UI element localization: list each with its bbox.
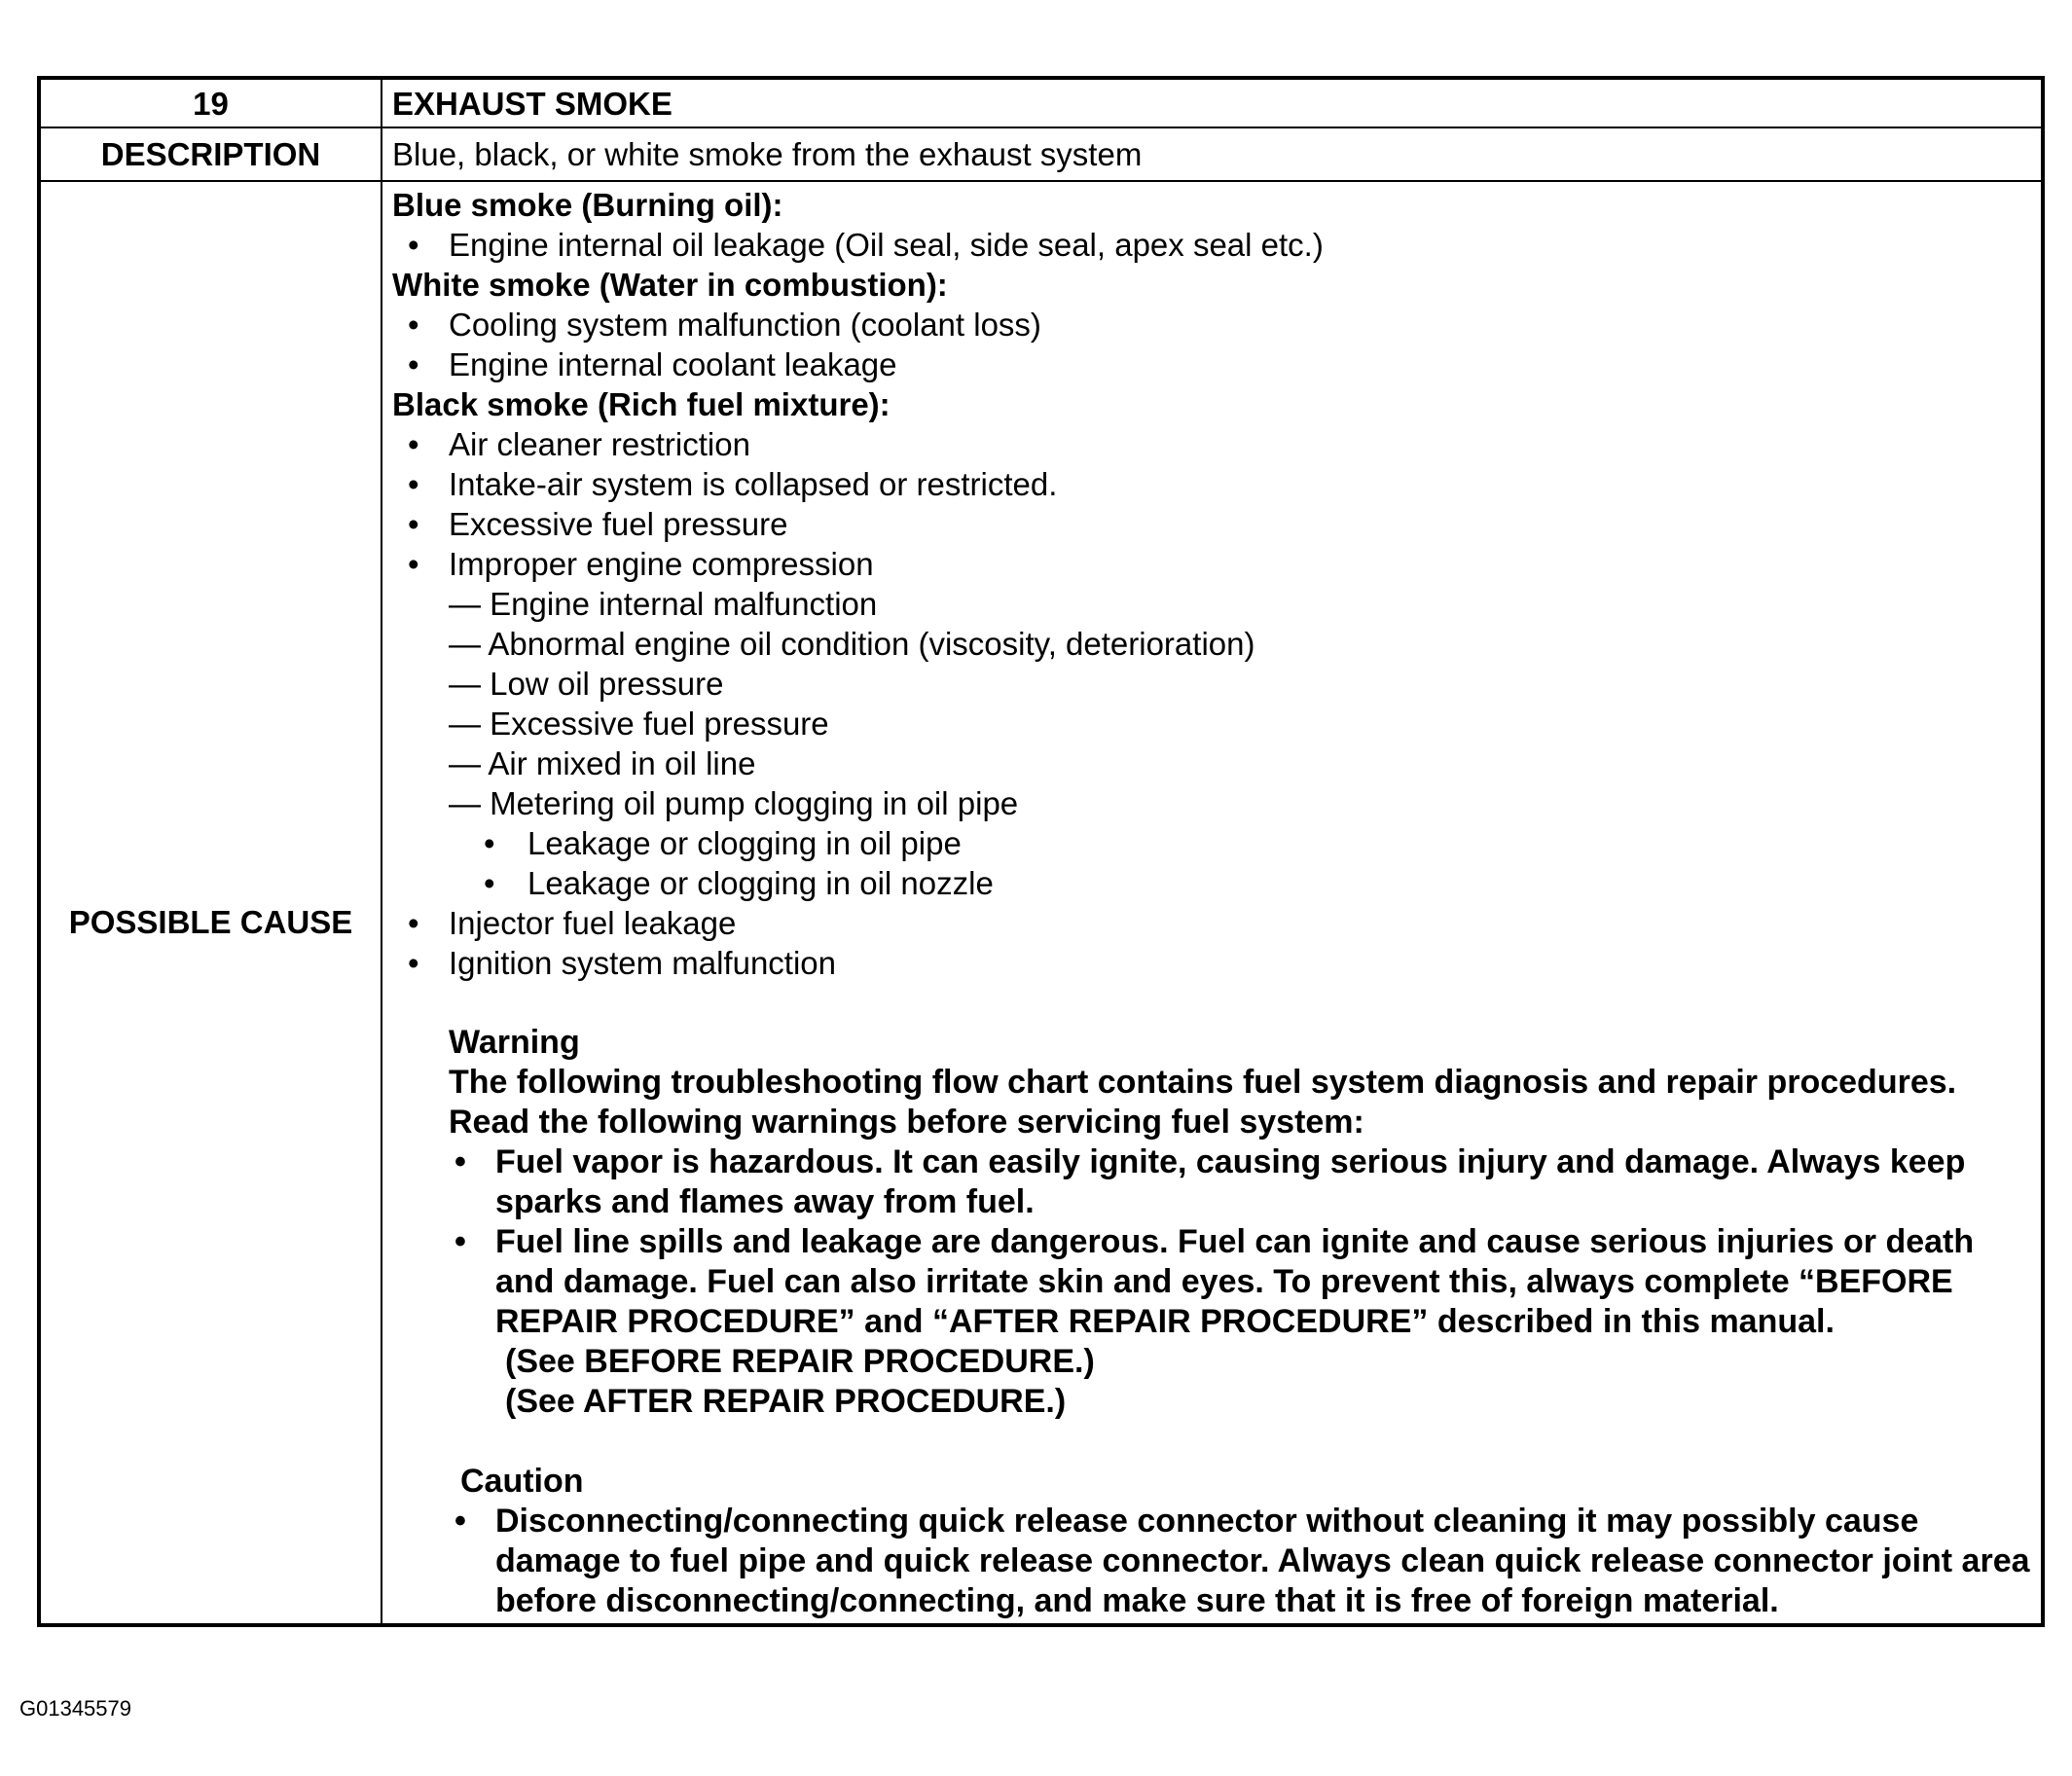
possible-cause-row xyxy=(39,181,2043,1625)
caution-title: Caution xyxy=(460,1463,584,1500)
bullet-icon: • xyxy=(484,825,495,861)
header-row xyxy=(39,78,2043,127)
item-number: 19 xyxy=(39,78,382,127)
warning-intro: The following troubleshooting flow chart contains fuel system diagnosis and repair procedures. Read the following warnings before servicing fuel system: xyxy=(449,1064,1957,1141)
troubleshooting-table xyxy=(37,76,2045,1627)
sub-list-item: — Excessive fuel pressure xyxy=(449,706,829,742)
see-before-repair-link[interactable]: (See BEFORE REPAIR PROCEDURE.) xyxy=(505,1343,1095,1380)
list-item: • Intake-air system is collapsed or restricted. xyxy=(408,466,1058,502)
sub-list-item: — Metering oil pump clogging in oil pipe xyxy=(449,785,1019,821)
see-after-repair-link[interactable]: (See AFTER REPAIR PROCEDURE.) xyxy=(505,1383,1067,1420)
warning-title: Warning xyxy=(449,1024,580,1061)
warning-block xyxy=(392,1023,2035,1621)
description-label: DESCRIPTION xyxy=(39,127,382,181)
list-item: • Engine internal coolant leakage xyxy=(408,346,897,382)
bullet-icon: • xyxy=(408,346,419,382)
list-item: • Cooling system malfunction (coolant loss) xyxy=(408,307,1041,343)
sub-list-item: — Low oil pressure xyxy=(449,666,724,702)
list-item: • Excessive fuel pressure xyxy=(408,506,788,542)
bullet-icon: • xyxy=(408,546,419,582)
list-item: • Ignition system malfunction xyxy=(408,945,837,981)
bullet-icon: • xyxy=(408,506,419,542)
sub-list-item: — Engine internal malfunction xyxy=(449,586,878,622)
possible-cause-label: POSSIBLE CAUSE xyxy=(39,181,382,1625)
bullet-icon: • xyxy=(408,426,419,462)
bullet-icon: • xyxy=(408,227,419,263)
white-smoke-heading: White smoke (Water in combustion): xyxy=(392,267,948,303)
list-item: • Injector fuel leakage xyxy=(408,905,737,941)
bullet-icon: • xyxy=(408,307,419,343)
bullet-icon: • xyxy=(484,865,495,901)
possible-cause-content xyxy=(382,181,2043,1625)
sub-list-item: — Abnormal engine oil condition (viscosity, deterioration) xyxy=(449,626,1255,662)
list-item: • Air cleaner restriction xyxy=(408,426,750,462)
bullet-icon: • xyxy=(454,1503,466,1540)
sub-sub-list-item: • Leakage or clogging in oil pipe xyxy=(484,825,962,861)
warning-item: • Fuel vapor is hazardous. It can easily ignite, causing serious injury and damage. Always keep sparks and flames away from fuel. xyxy=(449,1142,2035,1222)
bullet-icon: • xyxy=(408,945,419,981)
figure-id: G01345579 xyxy=(19,1696,131,1721)
caution-item: • Disconnecting/connecting quick release connector without cleaning it may possibly cause damage to fuel pipe and quick release connector. Always clean quick release connector joint area before disconnecting/connecting, and make sure that it is free of foreign material. xyxy=(449,1502,2035,1621)
item-title: EXHAUST SMOKE xyxy=(382,78,2043,127)
description-text: Blue, black, or white smoke from the exhaust system xyxy=(382,127,2043,181)
warning-item: • Fuel line spills and leakage are dangerous. Fuel can ignite and cause serious injuries or death and damage. Fuel can also irritate skin and eyes. To prevent this, always complete “BEFORE REPAIR PROCEDURE” and “AFTER REPAIR PROCEDURE” described in this manual. xyxy=(449,1222,2035,1342)
sub-list-item: — Air mixed in oil line xyxy=(449,745,756,781)
black-smoke-heading: Black smoke (Rich fuel mixture): xyxy=(392,386,891,422)
sub-sub-list-item: • Leakage or clogging in oil nozzle xyxy=(484,865,994,901)
bullet-icon: • xyxy=(408,466,419,502)
list-item: • Improper engine compression xyxy=(408,546,874,582)
bullet-icon: • xyxy=(454,1143,466,1180)
bullet-icon: • xyxy=(408,905,419,941)
blue-smoke-heading: Blue smoke (Burning oil): xyxy=(392,187,783,223)
list-item: • Engine internal oil leakage (Oil seal, side seal, apex seal etc.) xyxy=(408,227,1324,263)
bullet-icon: • xyxy=(454,1223,466,1260)
description-row xyxy=(39,127,2043,181)
